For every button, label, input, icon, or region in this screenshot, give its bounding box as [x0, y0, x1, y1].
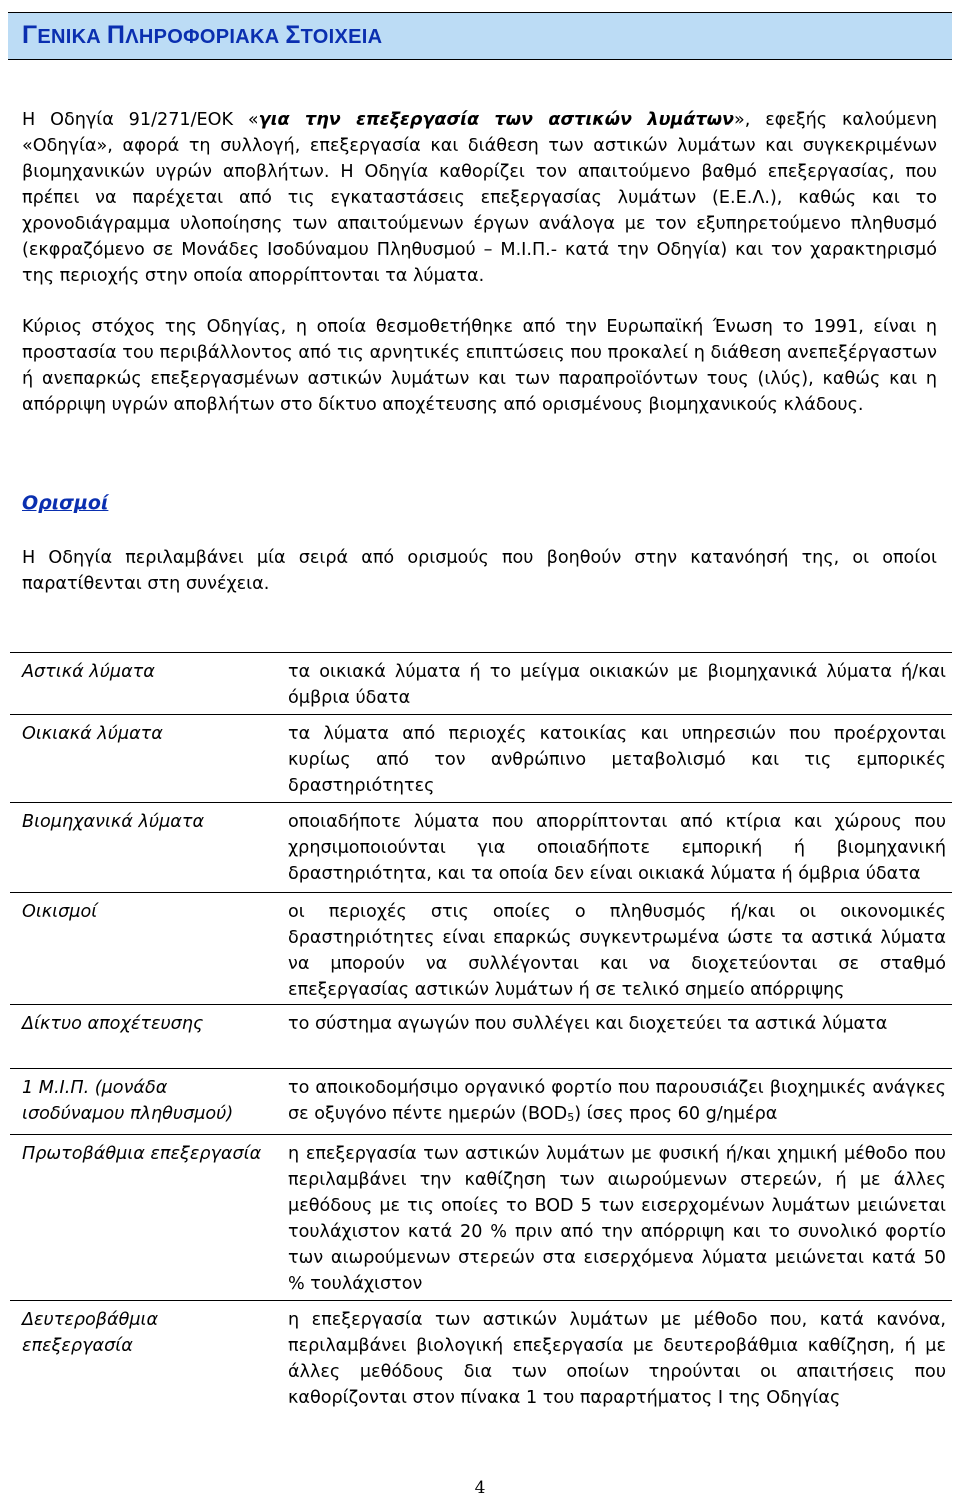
definition-term: Αστικά λύματα — [22, 662, 155, 682]
section-title-bar — [8, 12, 952, 60]
definition-term: Οικιακά λύματα — [22, 724, 163, 744]
definition-description: οι περιοχές στις οποίες ο πληθυσμός ή/και οι οικονομικές δραστηριότητες είναι επαρκώς συγκεντρωμένα ώστε τα αστικά λύματα να μπορούν να συλλέγονται και να διοχετεύονται σε σταθμό επεξεργασίας αστικών λυμάτων ή σε τελικό σημείο απόρριψης — [288, 902, 946, 1000]
definition-row — [10, 892, 952, 1000]
definition-term: Πρωτοβάθμια επεξεργασία — [22, 1144, 262, 1164]
title-cap-1: Γ — [22, 21, 38, 49]
intro-p1-after: », εφεξής καλούμενη «Οδηγία», αφορά τη συλλογή, επεξεργασία και διάθεση των αστικών λυμάτων και συγκεκριμένων βιομηχανικών υγρών αποβλήτων. Η Οδηγία καθορίζει τον απαιτούμενο βαθμό επεξεργασίας, που πρέπει να παρέχεται από τις εγκαταστάσεις επεξεργασίας λυμάτων (Ε.Ε.Λ.), καθώς και το χρονοδιάγραμμα υλοποίησης των απαιτούμενων έργων ανάλογα με τον εξυπηρετούμενο πληθυσμό (εκφραζόμενο σε Μονάδες Ισοδύναμου Πληθυσμού – Μ.Ι.Π.- κατά την Οδηγία) και τον χαρακτηρισμό της περιοχής στην οποία απορρίπτονται τα λύματα. — [22, 110, 938, 286]
definition-description-before: το αποικοδομήσιμο οργανικό φορτίο που παρουσιάζει βιοχημικές ανάγκες σε οξυγόνο πέντε ημερών (BOD — [288, 1078, 946, 1124]
definition-description: οποιαδήποτε λύματα που απορρίπτονται από κτίρια και χώρους που χρησιμοποιούνται για οποιαδήποτε εμπορική ή βιομηχανική δραστηριότητα, και τα οποία δεν είναι οικιακά λύματα ή όμβρια ύδατα — [288, 812, 946, 884]
definition-description-subscript: 5 — [567, 1111, 575, 1124]
definition-term: Βιομηχανικά λύματα — [22, 812, 205, 832]
section-title — [22, 21, 382, 50]
definition-description: η επεξεργασία των αστικών λυμάτων με μέθοδο που, κατά κανόνα, περιλαμβάνει βιολογική επεξεργασία με δευτεροβάθμια καθίζηση, ή με άλλες μεθόδους δια των οποίων τηρούνται οι απαιτήσεις που καθορίζονται στον πίνακα 1 του παραρτήματος Ι της Οδηγίας — [288, 1310, 946, 1408]
definition-description: τα οικιακά λύματα ή το μείγμα οικιακών με βιομηχανικά λύματα ή/και όμβρια ύδατα — [288, 662, 946, 708]
definition-row — [10, 652, 952, 708]
title-cap-2: Π — [106, 21, 126, 49]
definition-term: Δευτεροβάθμια επεξεργασία — [22, 1310, 159, 1356]
title-rest-1: ΕΝΙΚΑ — [37, 26, 107, 48]
definition-row — [10, 1134, 952, 1294]
title-rest-3: ΤΟΙΧΕΙΑ — [300, 26, 383, 48]
title-cap-3: Σ — [285, 21, 301, 49]
title-rest-2: ΛΗΡΟΦΟΡΙΑΚΑ — [125, 26, 286, 48]
definition-term: Δίκτυο αποχέτευσης — [22, 1014, 204, 1034]
definition-term: 1 Μ.Ι.Π. (μονάδα ισοδύναμου πληθυσμού) — [22, 1078, 234, 1124]
definitions-intro: Η Οδηγία περιλαμβάνει μία σειρά από ορισμούς που βοηθούν στην κατανόησή της, οι οποίοι παρατίθενται στη συνέχεια. — [22, 548, 937, 594]
intro-paragraph-2: Κύριος στόχος της Οδηγίας, η οποία θεσμοθετήθηκε από την Ευρωπαϊκή Ένωση το 1991, είναι η προστασία του περιβάλλοντος από τις αρνητικές επιπτώσεις που προκαλεί η διάθεση ανεπεξέργαστων ή ανεπαρκώς επεξεργασμένων αστικών λυμάτων και των παραπροϊόντων τους (ιλύς), καθώς και η απόρριψη υγρών αποβλήτων στο δίκτυο αποχέτευσης από ορισμένους βιομηχανικούς κλάδους. — [22, 317, 937, 415]
definition-description: το σύστημα αγωγών που συλλέγει και διοχετεύει τα αστικά λύματα — [288, 1014, 888, 1034]
intro-paragraph-1 — [22, 107, 937, 289]
definition-description: η επεξεργασία των αστικών λυμάτων με φυσική ή/και χημική μέθοδο που περιλαμβάνει την καθίζηση των αιωρούμενων στερεών, ή με άλλες μεθόδους με τις οποίες το BOD 5 των εισερχομένων λυμάτων μειώνεται τουλάχιστον κατά 20 % πριν από την απόρριψη και το συνολικό φορτίο των αιωρούμενων στερεών στα εισερχόμενα λύματα μειώνεται κατά 50 % τουλάχιστον — [288, 1144, 946, 1294]
definition-term: Οικισμοί — [22, 902, 98, 922]
intro-p1-emphasis: για την επεξεργασία των αστικών λυμάτων — [258, 110, 734, 130]
definition-description — [288, 1075, 946, 1131]
definition-row — [10, 714, 952, 796]
definition-row — [10, 1004, 952, 1034]
definition-row — [10, 802, 952, 884]
definition-description-after: ) ίσες προς 60 g/ημέρα — [574, 1104, 778, 1124]
definitions-heading: Ορισμοί — [22, 492, 109, 514]
page-number: 4 — [474, 1478, 486, 1498]
intro-p1-before: Η Οδηγία 91/271/ΕΟΚ « — [22, 110, 259, 130]
definition-description: τα λύματα από περιοχές κατοικίας και υπηρεσιών που προέρχονται κυρίως από τον ανθρώπινο μεταβολισμό και τις εμπορικές δραστηριότητες — [288, 724, 946, 796]
definition-row — [10, 1068, 952, 1124]
definition-row — [10, 1300, 952, 1408]
